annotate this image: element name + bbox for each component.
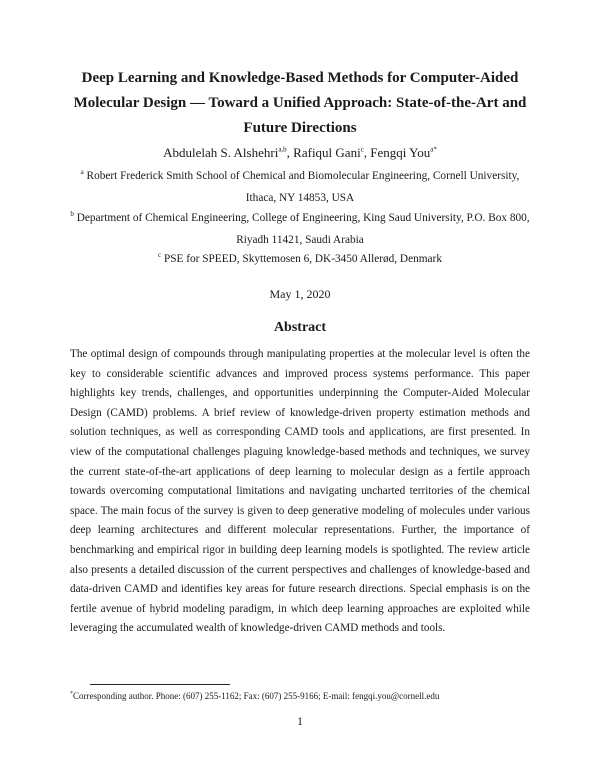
affiliation-mark: a (80, 168, 84, 177)
footnote-mark: * (70, 691, 73, 697)
affiliation-text: Department of Chemical Engineering, College of Engineering, King Saud University, P.O. Box 800, Riyadh 11421, Saudi Arabia (76, 212, 530, 246)
page-number: 1 (297, 714, 303, 728)
affiliation (70, 165, 530, 209)
affiliation (70, 248, 530, 270)
footnote (70, 691, 439, 701)
affiliation-text: Robert Frederick Smith School of Chemical and Biomolecular Engineering, Cornell University, Ithaca, NY 14853, USA (86, 170, 520, 204)
publication-date: May 1, 2020 (269, 287, 331, 301)
footnote-divider (90, 684, 230, 685)
author-affil-mark: a* (430, 145, 437, 154)
author-name: Fengqi You (370, 145, 431, 160)
abstract-heading: Abstract (273, 320, 327, 335)
author-affil-mark: a,b (278, 145, 287, 154)
affiliation-mark: c (158, 251, 162, 260)
affiliation (70, 207, 530, 251)
paper-title: Deep Learning and Knowledge-Based Methods for Computer-Aided Molecular Design — Toward a Unified Approach: State-of-the-Art and Future Directions (73, 70, 527, 136)
abstract-body: The optimal design of compounds through manipulating properties at the molecular level is often the key to considerable scientific advances and improved process systems performance. This paper highlights key trends, challenges, and opportunities underpinning the Computer-Aided Molecular Design (CAMD) problems. A brief review of knowledge-driven property estimation methods and solution techniques, as well as corresponding CAMD tools and applications, are first presented. In view of the computational challenges plaguing knowledge-based methods and techniques, we survey the current state-of-the-art applications of deep learning to molecular design as a fertile approach towards overcoming computational limitations and navigating uncharted territories of the chemical space. The main focus of the survey is given to deep generative modeling of molecules under various deep learning architectures and different molecular representations. Further, the importance of benchmarking and empirical rigor in building deep learning models is spotlighted. The review article also presents a detailed discussion of the current perspectives and challenges of knowledge-based and data-driven CAMD and identifies key areas for future research directions. Special emphasis is on the fertile avenue of hybrid modeling paradigm, in which deep learning approaches are exploited while leveraging the accumulated wealth of knowledge-driven CAMD methods and tools. (70, 348, 530, 635)
author-line: Abdulelah S. Alshehri$^{a,b}$, Rafiqul Gani$^c$, Fengqi You$^{a*}$ (163, 145, 437, 160)
author-affil-mark: c (360, 145, 364, 154)
affiliation-mark: b (70, 210, 74, 219)
author-name: Rafiqul Gani (293, 145, 361, 160)
affiliation-text: PSE for SPEED, Skyttemosen 6, DK-3450 Allerød, Denmark (163, 253, 442, 265)
author-name: Abdulelah S. Alshehri (163, 145, 279, 160)
footnote-text: Corresponding author. Phone: (607) 255-1162; Fax: (607) 255-9166; E-mail: fengqi.you@cornell.edu (73, 691, 440, 701)
